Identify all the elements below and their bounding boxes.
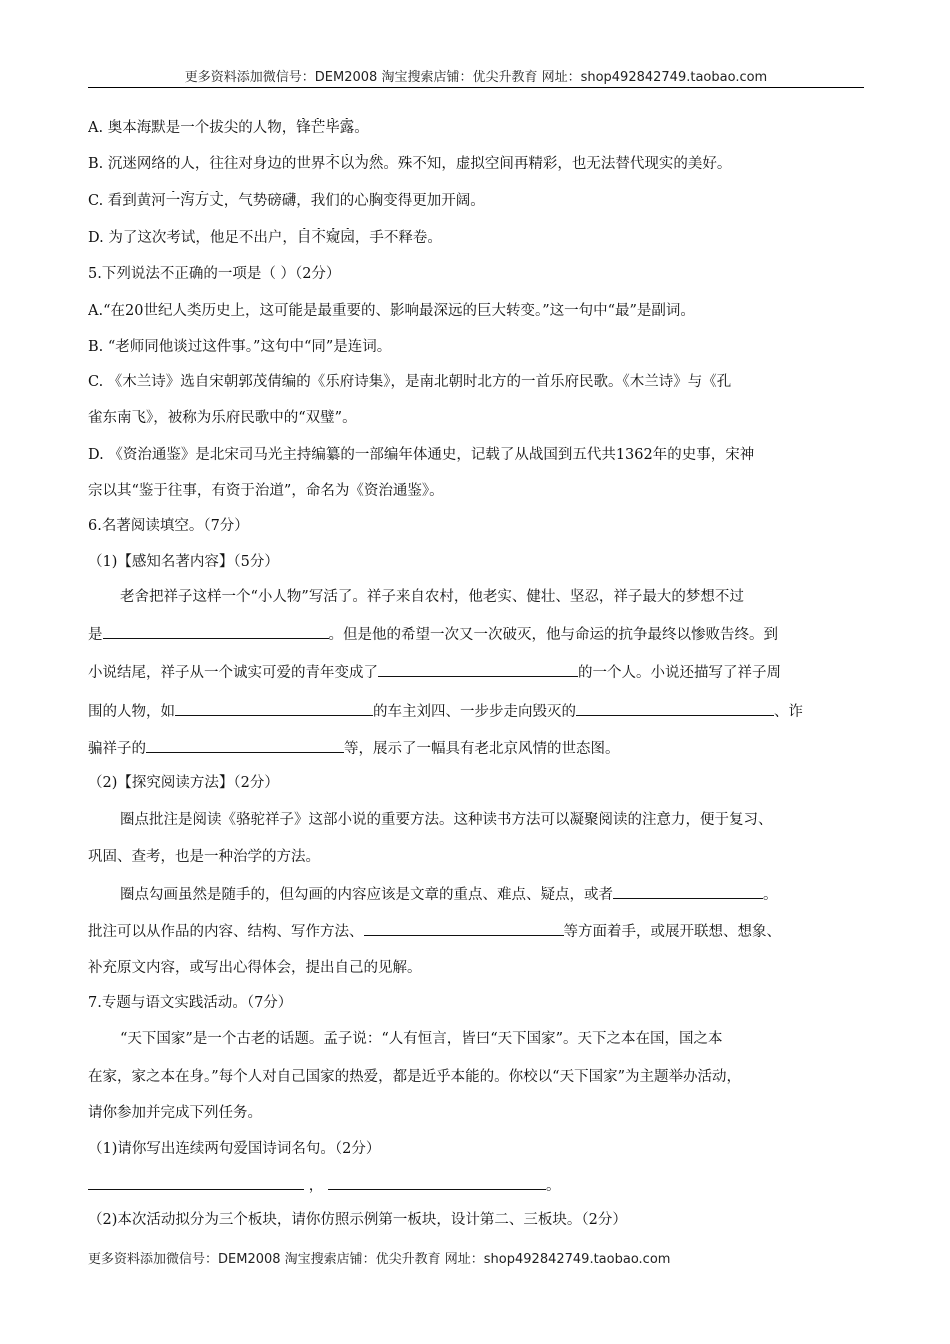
q7-sub1-answer-line: ， 。 bbox=[88, 1175, 868, 1196]
answer-blank[interactable] bbox=[378, 662, 578, 677]
page-header: 更多资料添加微信号：DEM2008 淘宝搜索店铺：优尖升教育 网址：shop492842749.taobao.com bbox=[184, 70, 768, 85]
q6-para3-line1: 圈点勾画虽然是随手的，但勾画的内容应该是文章的重点、难点、疑点，或者 。 bbox=[120, 884, 868, 905]
q6-para1-line5: 骗祥子的 等，展示了一幅具有老北京风情的世态图。 bbox=[88, 738, 868, 759]
q5-option-c-line2: 雀东南飞》，被称为乐府民歌中的“双璧”。 bbox=[88, 410, 357, 426]
q7-para-line1: “天下国家”是一个古老的话题。孟子说：“人有恒言，皆曰“天下国家”。天下之本在国，国之本 bbox=[120, 1031, 723, 1047]
q5-title: 5.下列说法不正确的一项是（ ）（2分） bbox=[88, 266, 341, 282]
q5-option-d-line1: D. 《资治通鉴》是北宋司马光主持编纂的一部编年体通史，记载了从战国到五代共1362年的史事，宋神 bbox=[88, 447, 755, 463]
q4-option-a: A. 奥本海默是一个拔尖的人物，锋芒毕露。 bbox=[88, 118, 868, 138]
q5-option-d-line2: 宗以其“鉴于往事，有资于治道”，命名为《资治通鉴》。 bbox=[88, 483, 444, 499]
q6-para1-line2: 是 。但是他的希望一次又一次破灭，他与命运的抗争最终以惨败告终。到 bbox=[88, 624, 868, 645]
q5-option-c-line1: C. 《木兰诗》选自宋朝郭茂倩编的《乐府诗集》，是南北朝时北方的一首乐府民歌。《木兰诗》与《孔 bbox=[88, 374, 732, 390]
q5-option-b: B. “老师同他谈过这件事。”这句中“同”是连词。 bbox=[88, 339, 392, 355]
dotted-idiom: 不以为然 bbox=[325, 154, 383, 172]
q6-para2-line2: 巩固、查考，也是一种治学的方法。 bbox=[88, 849, 320, 865]
answer-blank[interactable] bbox=[103, 624, 329, 639]
q4-option-d: D. 为了这次考试，他足不出户，目不窥园，手不释卷。 bbox=[88, 228, 868, 248]
q4-option-c: C. 看到黄河一泻万丈，气势磅礴，我们的心胸变得更加开阔。 bbox=[88, 191, 868, 211]
answer-blank[interactable] bbox=[328, 1175, 546, 1190]
q6-para3-line3: 补充原文内容，或写出心得体会，提出自己的见解。 bbox=[88, 960, 422, 976]
header-rule bbox=[88, 87, 864, 88]
q5-option-a: A.“在20世纪人类历史上，这可能是最重要的、影响最深远的巨大转变。”这一句中“最”是副词。 bbox=[88, 303, 695, 319]
q6-sub1-heading: （1)【感知名著内容】（5分） bbox=[88, 554, 279, 570]
q7-para-line2: 在家，家之本在身。”每个人对自己国家的热爱，都是近乎本能的。你校以“天下国家”为主题举办活动， bbox=[88, 1069, 741, 1085]
q6-para2-line1: 圈点批注是阅读《骆驼祥子》这部小说的重要方法。这种读书方法可以凝聚阅读的注意力，便于复习、 bbox=[120, 812, 773, 828]
answer-blank[interactable] bbox=[175, 701, 373, 716]
q6-para1-line4: 围的人物，如 的车主刘四、一步步走向毁灭的 、诈 bbox=[88, 701, 868, 722]
answer-blank[interactable] bbox=[364, 921, 564, 936]
q7-para-line3: 请你参加并完成下列任务。 bbox=[88, 1105, 262, 1121]
answer-blank[interactable] bbox=[576, 701, 774, 716]
q7-sub2-heading: （2)本次活动拟分为三个板块，请你仿照示例第一板块，设计第二、三板块。（2分） bbox=[88, 1212, 627, 1228]
answer-blank[interactable] bbox=[146, 738, 344, 753]
q6-para1-line3: 小说结尾，祥子从一个诚实可爱的青年变成了 的一个人。小说还描写了祥子周 bbox=[88, 662, 868, 683]
q4-option-b: B. 沉迷网络的人，往往对身边的世界不以为然。殊不知，虚拟空间再精彩，也无法替代现实的美好。 bbox=[88, 154, 868, 174]
answer-blank[interactable] bbox=[88, 1175, 304, 1190]
q7-sub1-heading: （1)请你写出连续两句爱国诗词名句。（2分） bbox=[88, 1141, 381, 1157]
q7-title: 7.专题与语文实践活动。（7分） bbox=[88, 995, 293, 1011]
q6-para3-line2: 批注可以从作品的内容、结构、写作方法、 等方面着手，或展开联想、想象、 bbox=[88, 921, 868, 942]
q6-sub2-heading: （2)【探究阅读方法】（2分） bbox=[88, 775, 279, 791]
q6-title: 6.名著阅读填空。（7分） bbox=[88, 518, 249, 534]
dotted-idiom: 一泻万丈 bbox=[166, 191, 224, 209]
page-footer: 更多资料添加微信号：DEM2008 淘宝搜索店铺：优尖升教育 网址：shop492842749.taobao.com bbox=[88, 1252, 671, 1267]
dotted-idiom: 锋芒毕露 bbox=[296, 118, 354, 136]
q6-para1-line1: 老舍把祥子这样一个“小人物”写活了。祥子来自农村，他老实、健壮、坚忍，祥子最大的梦想不过 bbox=[120, 589, 744, 605]
dotted-idiom: 目不窥园 bbox=[297, 228, 355, 246]
answer-blank[interactable] bbox=[613, 884, 763, 899]
